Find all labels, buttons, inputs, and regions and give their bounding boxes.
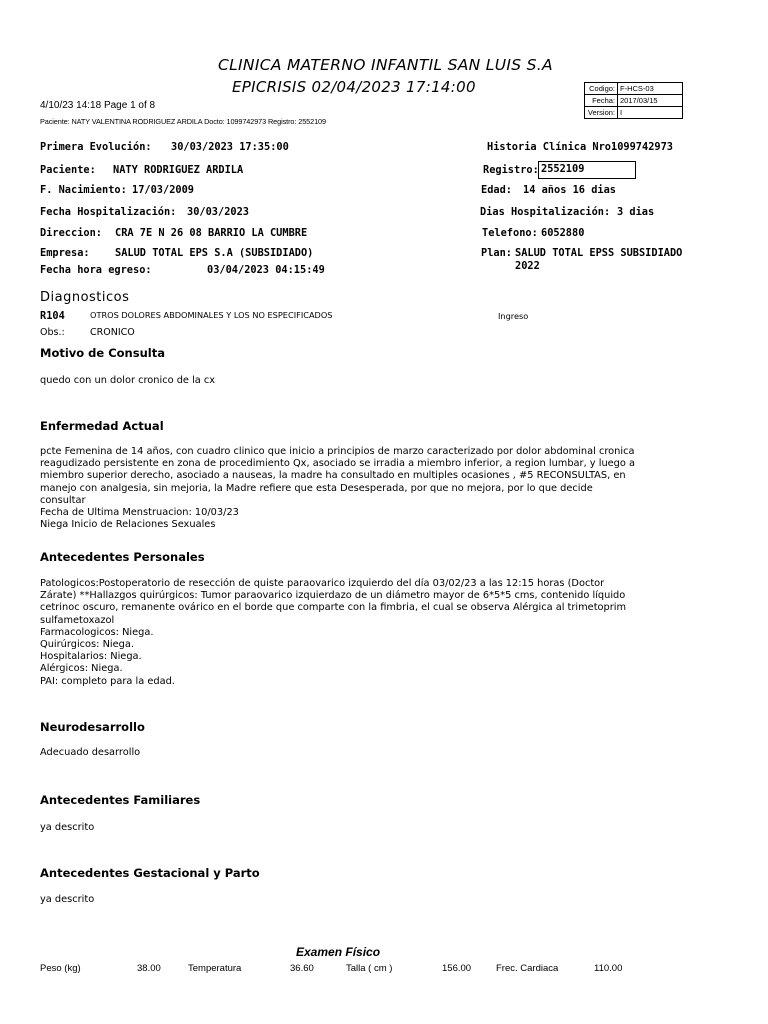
egreso-value: 03/04/2023 04:15:49 [207,264,325,276]
telefono-value: 6052880 [541,227,585,239]
document-code-box [584,82,683,119]
familiares-line: ya descrito [40,822,95,833]
diagnostico-description: OTROS DOLORES ABDOMINALES Y LOS NO ESPECIFICADOS [90,310,333,320]
gestacional-text [40,894,680,906]
diagnostico-code: R104 [40,310,65,322]
registro-value: 2552109 [541,163,585,175]
antecedentes-line: Hospitalarios: Niega. [40,651,142,663]
empresa-value: SALUD TOTAL EPS S.A (SUBSIDIADO) [115,247,314,259]
antecedentes-line: Alérgicos: Niega. [40,663,123,675]
antecedentes-line: Zárate) **Hallazgos quirúrgicos: Tumor paraovarico izquierdazo de un diámetro mayor de 6*5*5 cms, contenido líquido [40,590,626,602]
diagnosticos-title: Diagnosticos [40,290,130,305]
primera-evolucion-label: Primera Evolución: [40,141,152,153]
egreso-label: Fecha hora egreso: [40,264,152,276]
obs-label: Obs.: [40,327,65,338]
enfermedad-line: Niega Inicio de Relaciones Sexuales [40,519,216,531]
print-info: 4/10/23 14:18 Page 1 of 8 [40,100,156,111]
antecedentes-personales-text [40,578,680,688]
version-key: Version: [585,107,618,119]
enfermedad-text [40,446,680,531]
edad-value: 14 años 16 dias [523,184,616,196]
date-value: 2017/03/15 [618,95,683,107]
antecedentes-line: PAI: completo para la edad. [40,675,175,687]
gestacional-title: Antecedentes Gestacional y Parto [40,866,260,880]
historia-value: 1099742973 [611,141,673,153]
enfermedad-line: manejo con analgesia, sin mejoria, la Madre refiere que esta Desesperada, por que no mejora, por lo que decide [40,482,593,494]
plan-label: Plan: [481,247,512,259]
code-key: Codigo: [585,83,618,95]
neurodesarrollo-line: Adecuado desarrollo [40,747,141,758]
talla-label: Talla ( cm ) [346,963,393,974]
examen-title: Examen Físico [296,945,381,959]
antecedentes-personales-title: Antecedentes Personales [40,550,205,564]
gestacional-line: ya descrito [40,894,95,905]
obs-value: CRONICO [90,327,135,338]
enfermedad-line: miembro superior derecho, asociado a nauseas, la madre ha consultado en multiples ocasiones , #5 RECONSULTAS, en [40,470,626,482]
motivo-text [40,375,680,387]
fc-label: Frec. Cardiaca [496,963,559,974]
patient-summary-line: Paciente: NATY VALENTINA RODRIGUEZ ARDILA Docto: 1099742973 Registro: 2552109 [40,117,326,126]
historia-label: Historia Clínica Nro: [487,141,618,153]
plan-value-year: 2022 [515,260,540,272]
familiares-text [40,822,680,834]
hospitalizacion-value: 30/03/2023 [187,206,249,218]
antecedentes-line: sulfametoxazol [40,614,115,626]
dias-value: 3 dias [617,206,655,218]
antecedentes-line: Patologicos:Postoperatorio de resección de quiste paraovarico izquierdo del día 03/02/23 a las 12:15 horas (Doctor [40,578,605,589]
peso-value: 38.00 [137,963,161,974]
enfermedad-line: Fecha de Ultima Menstruacion: 10/03/23 [40,507,239,519]
diagnostico-type: Ingreso [498,311,529,321]
version-value: I [618,107,683,119]
enfermedad-title: Enfermedad Actual [40,419,164,433]
paciente-value: NATY RODRIGUEZ ARDILA [113,164,244,176]
paciente-label: Paciente: [40,164,96,176]
enfermedad-line: pcte Femenina de 14 años, con cuadro clinico que inicio a principios de marzo caracterizado por dolor abdominal cronica [40,446,635,457]
dias-label: Dias Hospitalización: [480,206,611,218]
antecedentes-line: Quirúrgicos: Niega. [40,639,134,651]
direccion-label: Direccion: [40,227,102,239]
date-key: Fecha: [585,95,618,107]
plan-value: SALUD TOTAL EPSS SUBSIDIADO [515,247,683,259]
fc-value: 110.00 [594,963,623,974]
enfermedad-line: reagudizado persistente en zona de procedimiento Qx, asociado se irradia a miembro inferior, a region lumbar, y luego a [40,458,636,470]
edad-label: Edad: [481,184,512,196]
hospitalizacion-label: Fecha Hospitalización: [40,206,177,218]
registro-label: Registro: [483,164,539,176]
motivo-title: Motivo de Consulta [40,346,165,360]
direccion-value: CRA 7E N 26 08 BARRIO LA CUMBRE [115,227,308,239]
temp-label: Temperatura [188,963,242,974]
familiares-title: Antecedentes Familiares [40,793,201,807]
telefono-label: Telefono: [482,227,538,239]
neurodesarrollo-text [40,747,680,759]
talla-value: 156.00 [442,963,472,974]
antecedentes-line: Farmacologicos: Niega. [40,626,154,638]
motivo-line: quedo con un dolor cronico de la cx [40,375,216,386]
temp-value: 36.60 [290,963,314,974]
code-value: F-HCS-03 [618,83,683,95]
nacimiento-value: 17/03/2009 [132,184,194,196]
peso-label: Peso (kg) [40,963,81,974]
enfermedad-line: consultar [40,494,86,506]
empresa-label: Empresa: [40,247,90,259]
neurodesarrollo-title: Neurodesarrollo [40,720,145,734]
antecedentes-line: cetrinoc oscuro, remanente ovárico en el borde que comparte con la fimbria, el cual se observa Alérgica al trimetoprim [40,602,627,614]
document-title: EPICRISIS 02/04/2023 17:14:00 [232,78,476,96]
nacimiento-label: F. Nacimiento: [40,184,127,196]
primera-evolucion-value: 30/03/2023 17:35:00 [171,141,289,153]
clinic-name: CLINICA MATERNO INFANTIL SAN LUIS S.A [218,56,553,74]
